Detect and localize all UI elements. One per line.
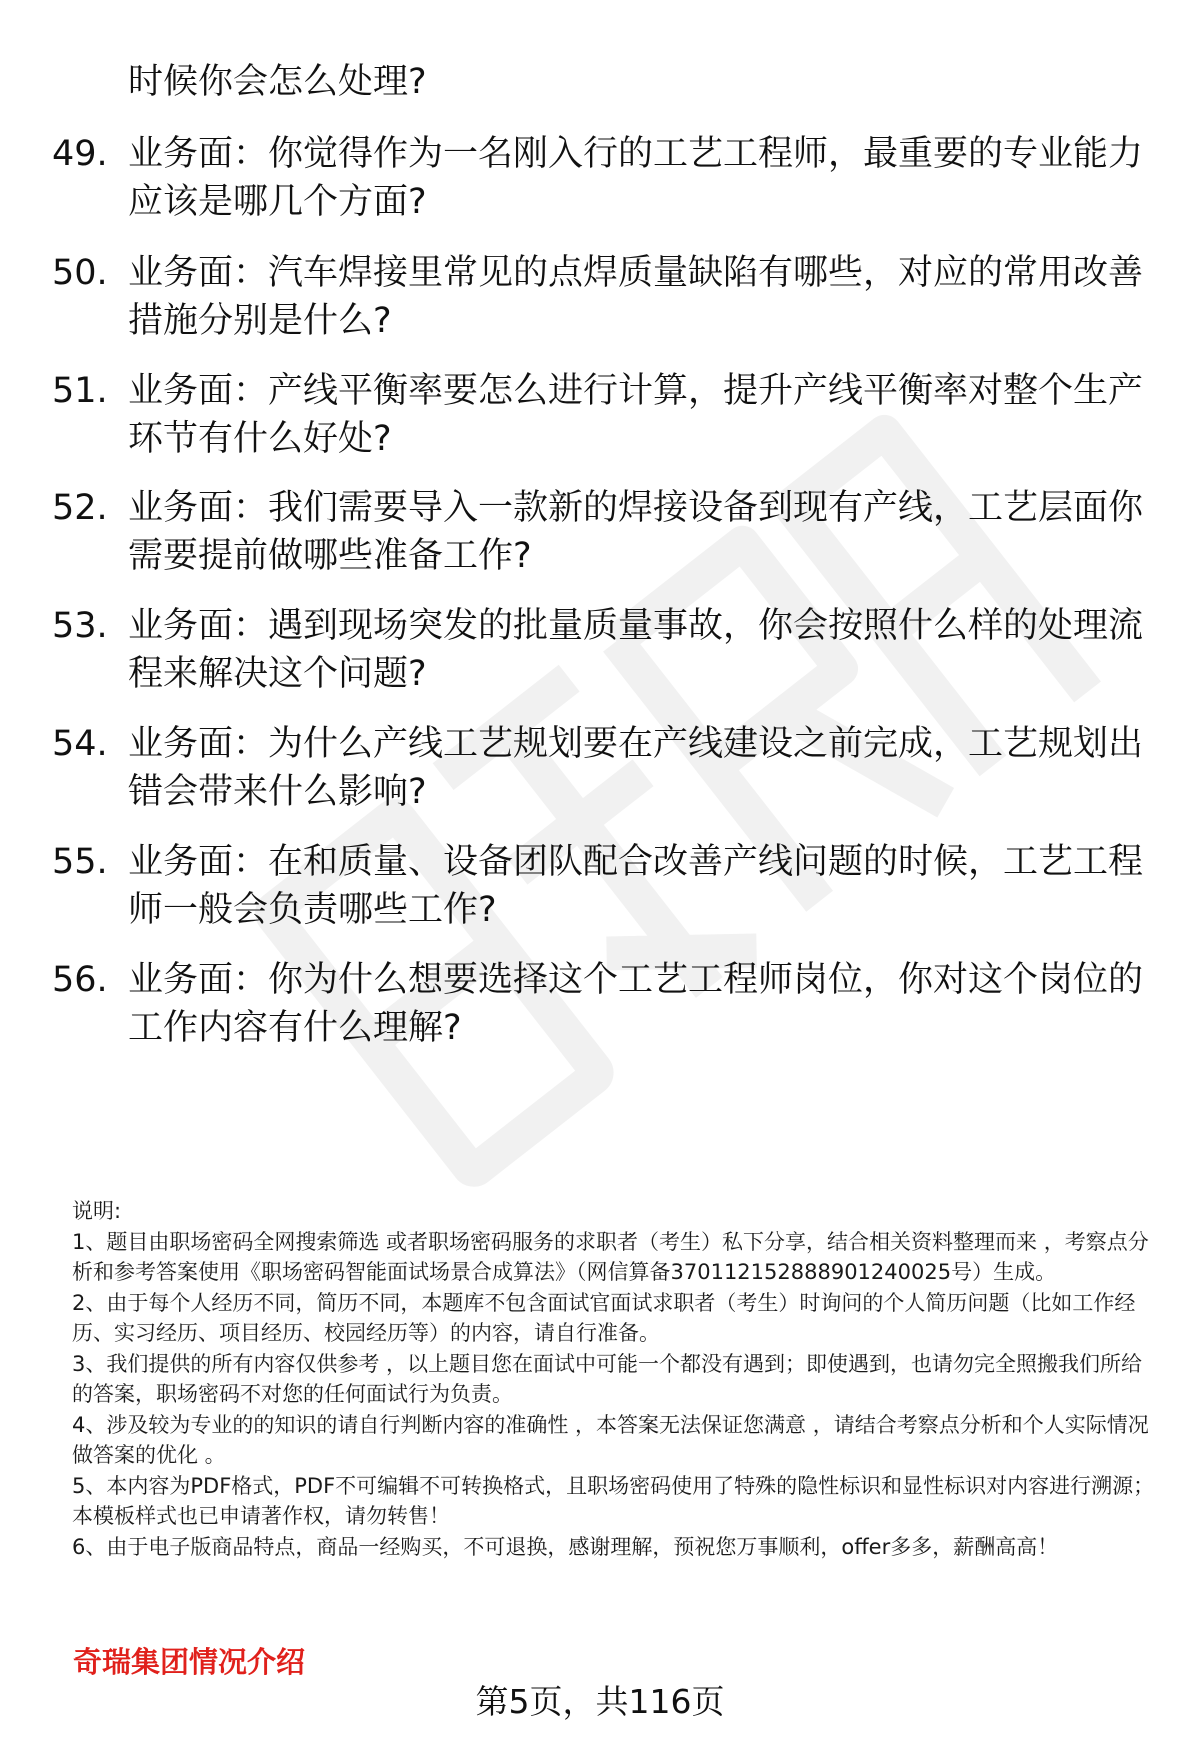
note-item: 5、本内容为PDF格式，PDF不可编辑不可转换格式，且职场密码使用了特殊的隐性标识和显性标识对内容进行溯源；本模板样式也已申请著作权，请勿转售！ (72, 1473, 1155, 1528)
question-text: 业务面：汽车焊接里常见的点焊质量缺陷有哪些，对应的常用改善措施分别是什么? (128, 253, 1144, 341)
note-item: 2、由于每个人经历不同，简历不同，本题库不包含面试官面试求职者（考生）时询问的个人简历问题（比如工作经历、实习经历、项目经历、校园经历等）的内容，请自行准备。 (72, 1290, 1136, 1345)
question-text: 业务面：在和质量、设备团队配合改善产线问题的时候，工艺工程师一般会负责哪些工作? (128, 842, 1144, 930)
question-text: 业务面：产线平衡率要怎么进行计算，提升产线平衡率对整个生产环节有什么好处? (128, 371, 1144, 459)
notes-title: 说明: (72, 1199, 122, 1223)
question-text: 业务面：为什么产线工艺规划要在产线建设之前完成，工艺规划出错会带来什么影响? (128, 724, 1144, 812)
question-number: 54. (52, 724, 108, 764)
note-item: 3、我们提供的所有内容仅供参考 ，以上题目您在面试中可能一个都没有遇到；即使遇到，也请勿完全照搬我们所给的答案，职场密码不对您的任何面试行为负责。 (72, 1351, 1143, 1406)
question-item (52, 956, 1152, 1052)
question-item (52, 249, 1152, 345)
notes-section (72, 1196, 1162, 1562)
question-number: 51. (52, 371, 108, 411)
question-item (52, 720, 1152, 816)
question-number: 55. (52, 842, 108, 882)
note-item: 6、由于电子版商品特点，商品一经购买，不可退换，感谢理解，预祝您万事顺利，offer多多，薪酬高高！ (72, 1534, 1059, 1559)
page-number: 第5页，共116页 (475, 1682, 725, 1721)
question-number: 56. (52, 960, 108, 1000)
question-number: 52. (52, 488, 108, 528)
question-text: 业务面：我们需要导入一款新的焊接设备到现有产线，工艺层面你需要提前做哪些准备工作? (128, 488, 1144, 576)
question-text: 业务面：你为什么想要选择这个工艺工程师岗位，你对这个岗位的工作内容有什么理解? (128, 960, 1144, 1048)
note-item: 1、题目由职场密码全网搜索筛选 或者职场密码服务的求职者（考生）私下分享，结合相关资料整理而来 ，考察点分析和参考答案使用《职场密码智能面试场景合成算法》（网信算备370112152888901240025号）生成。 (72, 1229, 1149, 1284)
note-item: 4、涉及较为专业的的知识的请自行判断内容的准确性 ，本答案无法保证您满意 ，请结合考察点分析和个人实际情况做答案的优化 。 (72, 1412, 1149, 1467)
question-continuation: 时候你会怎么处理? (128, 62, 427, 102)
company-intro-link[interactable]: 奇瑞集团情况介绍 (73, 1645, 306, 1679)
question-text: 业务面：遇到现场突发的批量质量事故，你会按照什么样的处理流程来解决这个问题? (128, 606, 1144, 694)
question-item (52, 367, 1152, 463)
question-number: 53. (52, 606, 108, 646)
question-item (52, 602, 1152, 698)
question-item (52, 484, 1152, 580)
question-text: 业务面：你觉得作为一名刚入行的工艺工程师，最重要的专业能力应该是哪几个方面? (128, 134, 1144, 222)
question-number: 50. (52, 253, 108, 293)
question-item (52, 130, 1152, 226)
question-number: 49. (52, 134, 108, 174)
question-item (52, 838, 1152, 934)
